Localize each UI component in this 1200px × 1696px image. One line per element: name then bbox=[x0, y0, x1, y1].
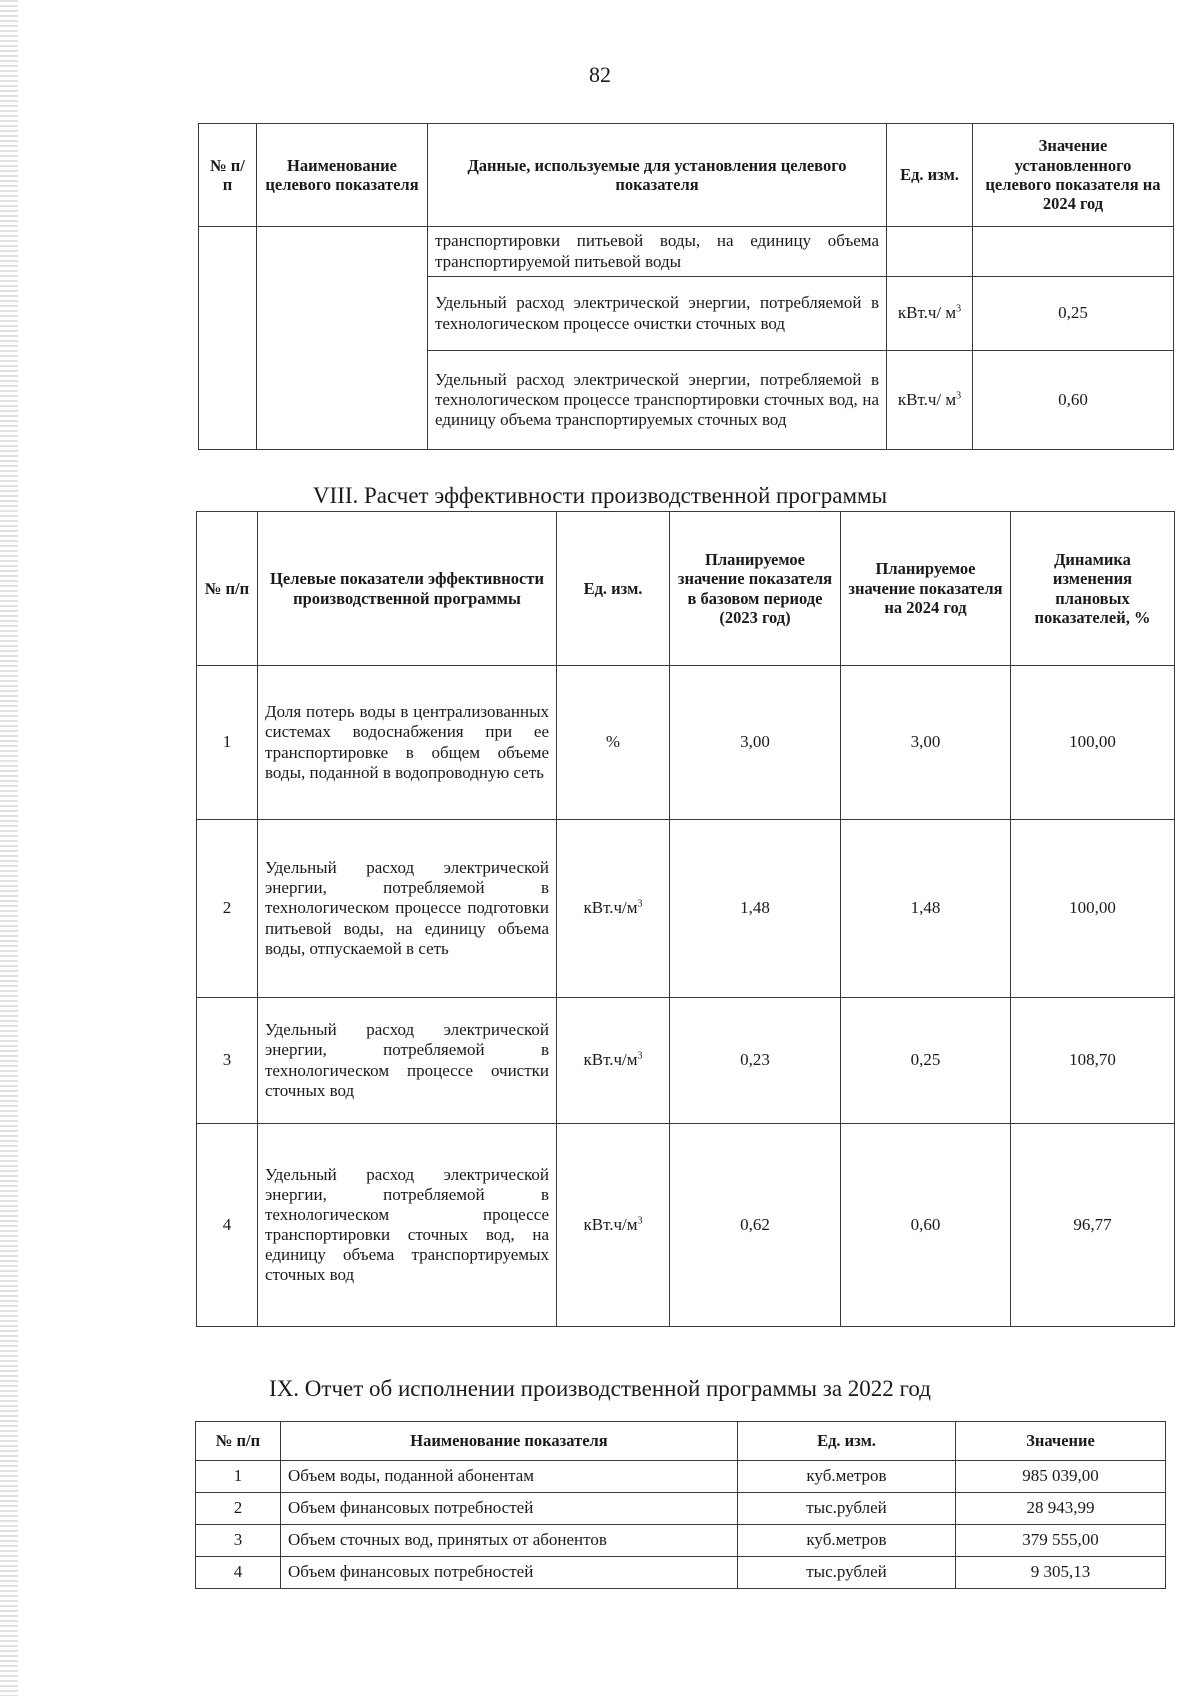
unit-text: кВт.ч/м bbox=[583, 1214, 638, 1234]
page-number: 82 bbox=[589, 62, 611, 87]
indicator-cell: Удельный расход электрической энергии, потребляемой в технологическом процессе транспортировки сточных вод, на единицу объема транспортируемых сточных вод bbox=[258, 1124, 557, 1327]
unit-cell bbox=[887, 227, 973, 277]
name-cell: Объем воды, поданной абонентам bbox=[281, 1461, 738, 1493]
header-unit: Ед. изм. bbox=[887, 124, 973, 227]
table-row bbox=[197, 820, 1175, 998]
unit-cell bbox=[887, 351, 973, 450]
unit-superscript: 3 bbox=[637, 1050, 643, 1062]
base-value-cell: 0,62 bbox=[670, 1124, 841, 1327]
dynamics-cell: 96,77 bbox=[1011, 1124, 1175, 1327]
plan-value-cell: 0,60 bbox=[841, 1124, 1011, 1327]
header-num: № п/п bbox=[196, 1422, 281, 1461]
dynamics-cell: 108,70 bbox=[1011, 998, 1175, 1124]
name-cell: Объем сточных вод, принятых от абонентов bbox=[281, 1525, 738, 1557]
num-cell: 3 bbox=[197, 998, 258, 1124]
section-viii-title: VIII. Расчет эффективности производственной программы bbox=[312, 483, 888, 508]
table-row bbox=[197, 998, 1175, 1124]
table-header-row bbox=[199, 124, 1174, 227]
unit-cell: куб.метров bbox=[738, 1525, 956, 1557]
unit-cell: куб.метров bbox=[738, 1461, 956, 1493]
indicator-name-cell bbox=[257, 227, 428, 450]
value-cell: 985 039,00 bbox=[956, 1461, 1166, 1493]
header-base-value: Планируемое значение показателя в базовом периоде (2023 год) bbox=[670, 512, 841, 666]
table-row bbox=[196, 1461, 1166, 1493]
num-cell: 4 bbox=[197, 1124, 258, 1327]
scan-edge-artifact bbox=[0, 0, 18, 1696]
header-value: Значение bbox=[956, 1422, 1166, 1461]
base-value-cell: 0,23 bbox=[670, 998, 841, 1124]
unit-cell bbox=[557, 820, 670, 998]
unit-superscript: 3 bbox=[956, 303, 962, 315]
base-value-cell: 1,48 bbox=[670, 820, 841, 998]
unit-cell bbox=[887, 277, 973, 351]
table-row bbox=[196, 1557, 1166, 1589]
name-cell: Объем финансовых потребностей bbox=[281, 1557, 738, 1589]
header-plan-value: Планируемое значение показателя на 2024 год bbox=[841, 512, 1011, 666]
data-cell: Удельный расход электрической энергии, потребляемой в технологическом процессе транспортировки сточных вод, на единицу объема транспортируемых сточных вод bbox=[428, 351, 887, 450]
dynamics-cell: 100,00 bbox=[1011, 666, 1175, 820]
table-row bbox=[197, 1124, 1175, 1327]
header-indicator-name: Наименование показателя bbox=[281, 1422, 738, 1461]
unit-cell: тыс.рублей bbox=[738, 1493, 956, 1525]
unit-superscript: 3 bbox=[637, 1215, 643, 1227]
unit-superscript: 3 bbox=[637, 898, 643, 910]
header-indicator-name: Наименование целевого показателя bbox=[257, 124, 428, 227]
unit-superscript: 3 bbox=[956, 390, 962, 402]
table-row bbox=[196, 1493, 1166, 1525]
header-data: Данные, используемые для установления целевого показателя bbox=[428, 124, 887, 227]
indicator-cell: Удельный расход электрической энергии, потребляемой в технологическом процессе очистки сточных вод bbox=[258, 998, 557, 1124]
header-unit: Ед. изм. bbox=[738, 1422, 956, 1461]
target-indicators-table bbox=[198, 123, 1174, 450]
table-row bbox=[196, 1525, 1166, 1557]
num-cell: 1 bbox=[197, 666, 258, 820]
value-cell bbox=[973, 227, 1174, 277]
unit-text: кВт.ч/м bbox=[583, 1050, 638, 1070]
unit-text: кВт.ч/ м bbox=[897, 389, 957, 409]
plan-value-cell: 1,48 bbox=[841, 820, 1011, 998]
header-value: Значение установленного целевого показателя на 2024 год bbox=[973, 124, 1174, 227]
indicator-cell: Удельный расход электрической энергии, потребляемой в технологическом процессе подготовки питьевой воды, на единицу объема воды, отпускаемой в сеть bbox=[258, 820, 557, 998]
plan-value-cell: 0,25 bbox=[841, 998, 1011, 1124]
table-header-row bbox=[197, 512, 1175, 666]
header-indicator: Целевые показатели эффективности производственной программы bbox=[258, 512, 557, 666]
header-dynamics: Динамика изменения плановых показателей, % bbox=[1011, 512, 1175, 666]
num-cell: 2 bbox=[197, 820, 258, 998]
table-row bbox=[199, 227, 1174, 277]
num-cell: 4 bbox=[196, 1557, 281, 1589]
unit-text: кВт.ч/ м bbox=[897, 303, 957, 323]
plan-value-cell: 3,00 bbox=[841, 666, 1011, 820]
value-cell: 28 943,99 bbox=[956, 1493, 1166, 1525]
value-cell: 0,25 bbox=[973, 277, 1174, 351]
program-report-table bbox=[195, 1421, 1166, 1589]
value-cell: 9 305,13 bbox=[956, 1557, 1166, 1589]
table-row bbox=[197, 666, 1175, 820]
value-cell: 379 555,00 bbox=[956, 1525, 1166, 1557]
indicator-cell: Доля потерь воды в централизованных системах водоснабжения при ее транспортировке в общем объеме воды, поданной в водопроводную сеть bbox=[258, 666, 557, 820]
data-cell: Удельный расход электрической энергии, потребляемой в технологическом процессе очистки сточных вод bbox=[428, 277, 887, 351]
unit-cell: тыс.рублей bbox=[738, 1557, 956, 1589]
header-unit: Ед. изм. bbox=[557, 512, 670, 666]
header-num: № п/п bbox=[199, 124, 257, 227]
unit-text: кВт.ч/м bbox=[583, 898, 638, 918]
num-cell bbox=[199, 227, 257, 450]
table-header-row bbox=[196, 1422, 1166, 1461]
value-cell: 0,60 bbox=[973, 351, 1174, 450]
name-cell: Объем финансовых потребностей bbox=[281, 1493, 738, 1525]
dynamics-cell: 100,00 bbox=[1011, 820, 1175, 998]
unit-cell bbox=[557, 1124, 670, 1327]
num-cell: 2 bbox=[196, 1493, 281, 1525]
efficiency-table bbox=[196, 511, 1175, 1327]
header-num: № п/п bbox=[197, 512, 258, 666]
unit-text: % bbox=[605, 732, 621, 752]
unit-cell bbox=[557, 666, 670, 820]
data-cell: транспортировки питьевой воды, на единицу объема транспортируемой питьевой воды bbox=[428, 227, 887, 277]
base-value-cell: 3,00 bbox=[670, 666, 841, 820]
unit-cell bbox=[557, 998, 670, 1124]
section-ix-title: IX. Отчет об исполнении производственной программы за 2022 год bbox=[269, 1376, 931, 1401]
num-cell: 1 bbox=[196, 1461, 281, 1493]
num-cell: 3 bbox=[196, 1525, 281, 1557]
